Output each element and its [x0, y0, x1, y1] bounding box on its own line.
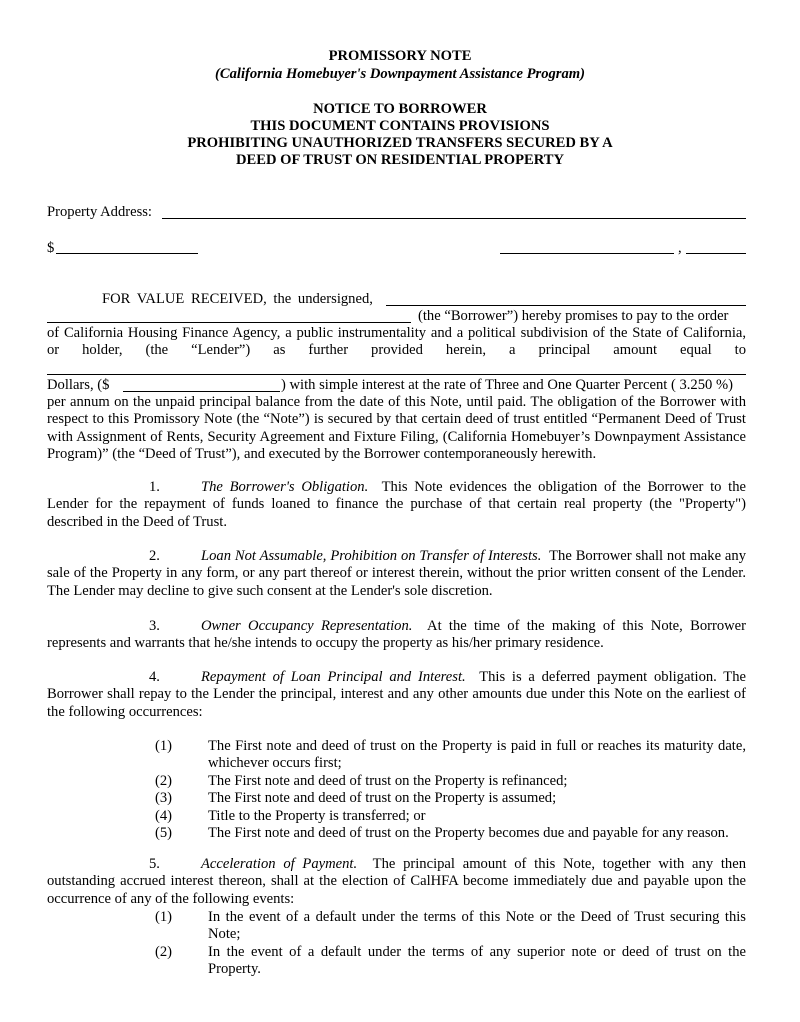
list-item: (2) The First note and deed of trust on the Property is refinanced;: [155, 772, 568, 789]
principal-amount-words-field[interactable]: [47, 374, 746, 375]
section-4-number: 4.: [149, 669, 160, 685]
amount-field[interactable]: [56, 253, 198, 254]
section-4-heading: Repayment of Loan Principal and Interest.: [201, 669, 466, 685]
date-comma: ,: [678, 240, 682, 256]
section-3-number: 3.: [149, 618, 160, 634]
section-2-heading: Loan Not Assumable, Prohibition on Transfer of Interests.: [201, 548, 542, 564]
section-5-text: The principal amount of this Note, together with any then outstanding accrued interest thereon, shall at the election of CalHFA become immediately due and payable upon the occurrence of any of the following events:: [47, 856, 747, 907]
section-2: [47, 548, 746, 600]
document-title: PROMISSORY NOTE: [328, 48, 472, 64]
intro-rest-paragraph: per annum on the unpaid principal balance from the date of this Note, until paid. The obligation of the Borrower with respect to this Promissory Note (the “Note”) is secured by that certain deed of trust entitled “Permanent Deed of Trust with Assignment of Rents, Security Agreement and Fixture Filing, (California Homebuyer’s Downpayment Assistance Program)” (the “Deed of Trust”), and executed by the Borrower contemporaneously herewith.: [47, 394, 746, 463]
dollars-prefix: Dollars, ($: [47, 377, 110, 393]
borrower-name-field[interactable]: [386, 305, 746, 306]
list-item: (2) In the event of a default under the terms of any superior note or deed of trust on the Property.: [155, 943, 746, 978]
notice-line-2: THIS DOCUMENT CONTAINS PROVISIONS: [250, 118, 550, 134]
intro-line-4: or holder, (the “Lender”) as further provided herein, a principal amount equal to: [47, 342, 746, 358]
document-subtitle: (California Homebuyer's Downpayment Assistance Program): [215, 66, 585, 82]
property-address-field[interactable]: [162, 218, 746, 219]
list-item: (3) The First note and deed of trust on the Property is assumed;: [155, 790, 557, 807]
date-year-field[interactable]: [686, 253, 746, 254]
section-4: [47, 669, 746, 721]
section-3-text: At the time of the making of this Note, Borrower represents and warrants that he/she intends to occupy the property as his/her primary residence.: [47, 618, 747, 652]
property-address-label: Property Address:: [47, 204, 152, 220]
section-1-text: This Note evidences the obligation of the Borrower to the Lender for the repayment of funds loaned to finance the purchase of that certain real property (the "Property") described in the Deed of Trust.: [47, 479, 746, 530]
list-item: (4) Title to the Property is transferred; or: [155, 807, 426, 824]
section-2-text: The Borrower shall not make any sale of the Property in any form, or any part thereof or interest therein, without the prior written consent of the Lender. The Lender may decline to give such consent at the Lender's sole discretion.: [47, 548, 746, 599]
borrower-name-continued-field[interactable]: [47, 322, 411, 323]
notice-line-1: NOTICE TO BORROWER: [313, 101, 487, 117]
intro-line-2: (the “Borrower”) hereby promises to pay to the order: [418, 308, 729, 324]
section-1-number: 1.: [149, 479, 160, 495]
list-item: (1) The First note and deed of trust on the Property is paid in full or reaches its maturity date, whichever occurs first;: [155, 738, 746, 772]
section-1: [47, 479, 746, 531]
principal-amount-figure-field[interactable]: [123, 391, 280, 392]
section-1-heading: The Borrower's Obligation.: [201, 479, 369, 495]
intro-line-1: FOR VALUE RECEIVED, the undersigned,: [102, 291, 373, 307]
section-5-heading: Acceleration of Payment.: [201, 856, 358, 872]
list-item: (5) The First note and deed of trust on the Property becomes due and payable for any reason.: [155, 825, 729, 842]
date-month-day-field[interactable]: [500, 253, 674, 254]
section-2-number: 2.: [149, 548, 160, 564]
list-item: (1) In the event of a default under the terms of this Note or the Deed of Trust securing this Note;: [155, 909, 746, 943]
notice-line-4: DEED OF TRUST ON RESIDENTIAL PROPERTY: [235, 152, 565, 168]
notice-line-3: PROHIBITING UNAUTHORIZED TRANSFERS SECURED BY A: [187, 135, 613, 151]
section-5: [47, 856, 746, 908]
section-4-text: This is a deferred payment obligation. The Borrower shall repay to the Lender the principal, interest and any other amounts due under this Note on the earliest of the following occurrences:: [47, 669, 746, 720]
section-3-heading: Owner Occupancy Representation.: [201, 618, 413, 634]
intro-line-3: of California Housing Finance Agency, a public instrumentality and a political subdivision of the State of California,: [47, 325, 746, 341]
amount-dollar-sign: $: [47, 240, 55, 256]
section-4-occurrence-list: [47, 738, 746, 842]
section-5-number: 5.: [149, 856, 160, 872]
dollars-suffix: ) with simple interest at the rate of Three and One Quarter Percent ( 3.250 %): [281, 377, 733, 393]
section-3: [47, 618, 746, 653]
section-5-event-list: [47, 909, 746, 979]
